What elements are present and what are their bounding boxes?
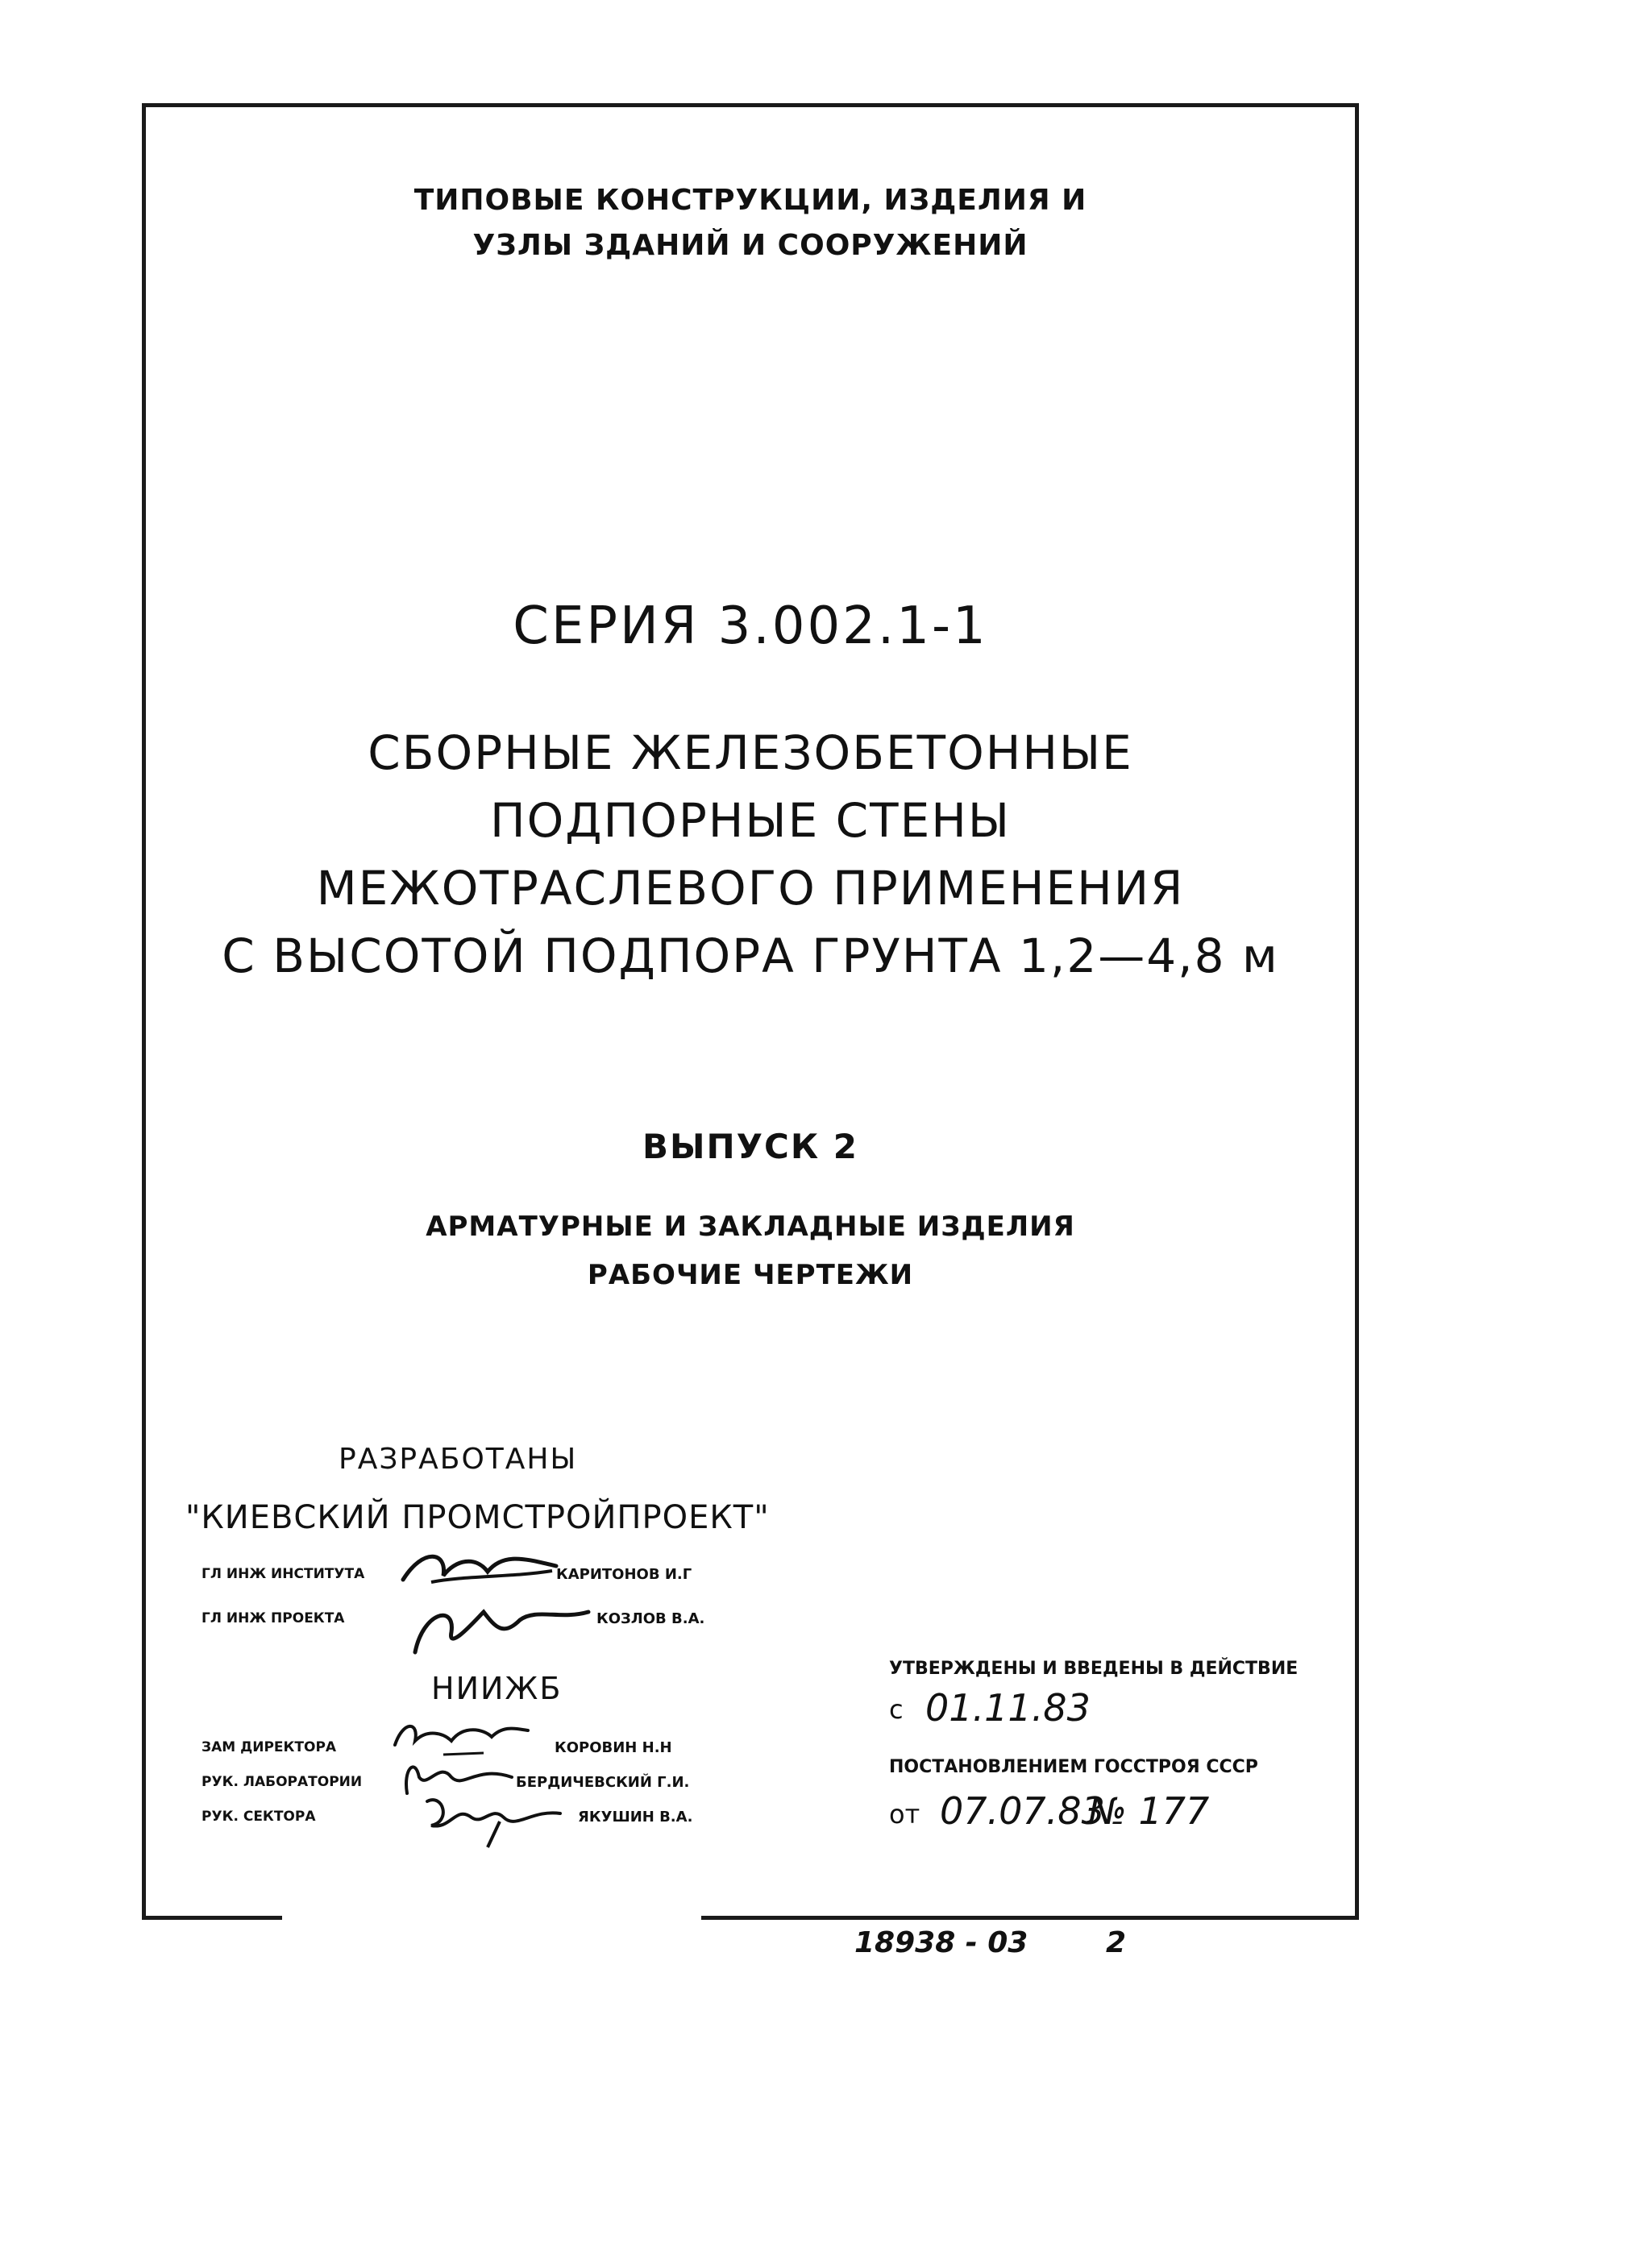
org2-person-2-name: БЕРДИЧЕВСКИЙ Г.И. [516,1774,690,1791]
approval-decree-date: 07.07.83 [940,1789,1105,1833]
org1-person-2-role: ГЛ ИНЖ ПРОЕКТА [202,1610,345,1626]
title-line-4: С ВЫСОТОЙ ПОДПОРА ГРУНТА 1,2—4,8 м [222,928,1279,983]
org2-person-3-name: ЯКУШИН В.А. [578,1809,693,1826]
approval-decree-prefix: от [889,1799,920,1830]
issue-label: ВЫПУСК 2 [642,1127,859,1166]
org2-person-1-role: ЗАМ ДИРЕКТОРА [202,1739,337,1755]
title-line-3: МЕЖОТРАСЛЕВОГО ПРИМЕНЕНИЯ [316,861,1185,916]
org2-person-3-role: РУК. СЕКТОРА [202,1809,316,1825]
approval-label: УТВЕРЖДЕНЫ И ВВЕДЕНЫ В ДЕЙСТВИЕ [889,1659,1299,1679]
org2-person-2-role: РУК. ЛАБОРАТОРИИ [202,1774,363,1790]
issue-subtitle-1: АРМАТУРНЫЕ И ЗАКЛАДНЫЕ ИЗДЕЛИЯ [426,1211,1075,1243]
org1-person-1-role: ГЛ ИНЖ ИНСТИТУТА [202,1566,365,1582]
developer-org-2: НИИЖБ [431,1671,563,1706]
signature-karitonov [399,1543,560,1592]
header-line-2: УЗЛЫ ЗДАНИЙ И СООРУЖЕНИЙ [472,229,1028,262]
title-line-1: СБОРНЫЕ ЖЕЛЕЗОБЕТОННЫЕ [368,725,1133,780]
frame-gap [282,1912,701,1925]
series-title: СЕРИЯ 3.002.1-1 [513,596,988,656]
approval-decree: ПОСТАНОВЛЕНИЕМ ГОССТРОЯ СССР [889,1757,1258,1777]
approval-decree-number: № 177 [1088,1789,1210,1833]
org1-person-1-name: КАРИТОНОВ И.Г [556,1566,692,1583]
org1-person-2-name: КОЗЛОВ В.А. [596,1610,705,1627]
title-line-2: ПОДПОРНЫЕ СТЕНЫ [489,793,1012,848]
footer-code: 18938 - 03 [854,1926,1028,1959]
signature-kozlov [407,1596,592,1660]
signature-yakushin [411,1789,564,1850]
issue-subtitle-2: РАБОЧИЕ ЧЕРТЕЖИ [587,1259,914,1291]
org2-person-1-name: КОРОВИН Н.Н [555,1739,672,1756]
developer-org-1: "КИЕВСКИЙ ПРОМСТРОЙПРОЕКТ" [185,1499,770,1536]
approval-from-prefix: с [889,1694,904,1725]
approval-from-date: 01.11.83 [925,1686,1091,1730]
footer-page: 2 [1106,1926,1127,1959]
page-frame [142,103,1359,1920]
developers-caption: РАЗРАБОТАНЫ [339,1443,578,1476]
header-line-1: ТИПОВЫЕ КОНСТРУКЦИИ, ИЗДЕЛИЯ И [413,184,1087,217]
